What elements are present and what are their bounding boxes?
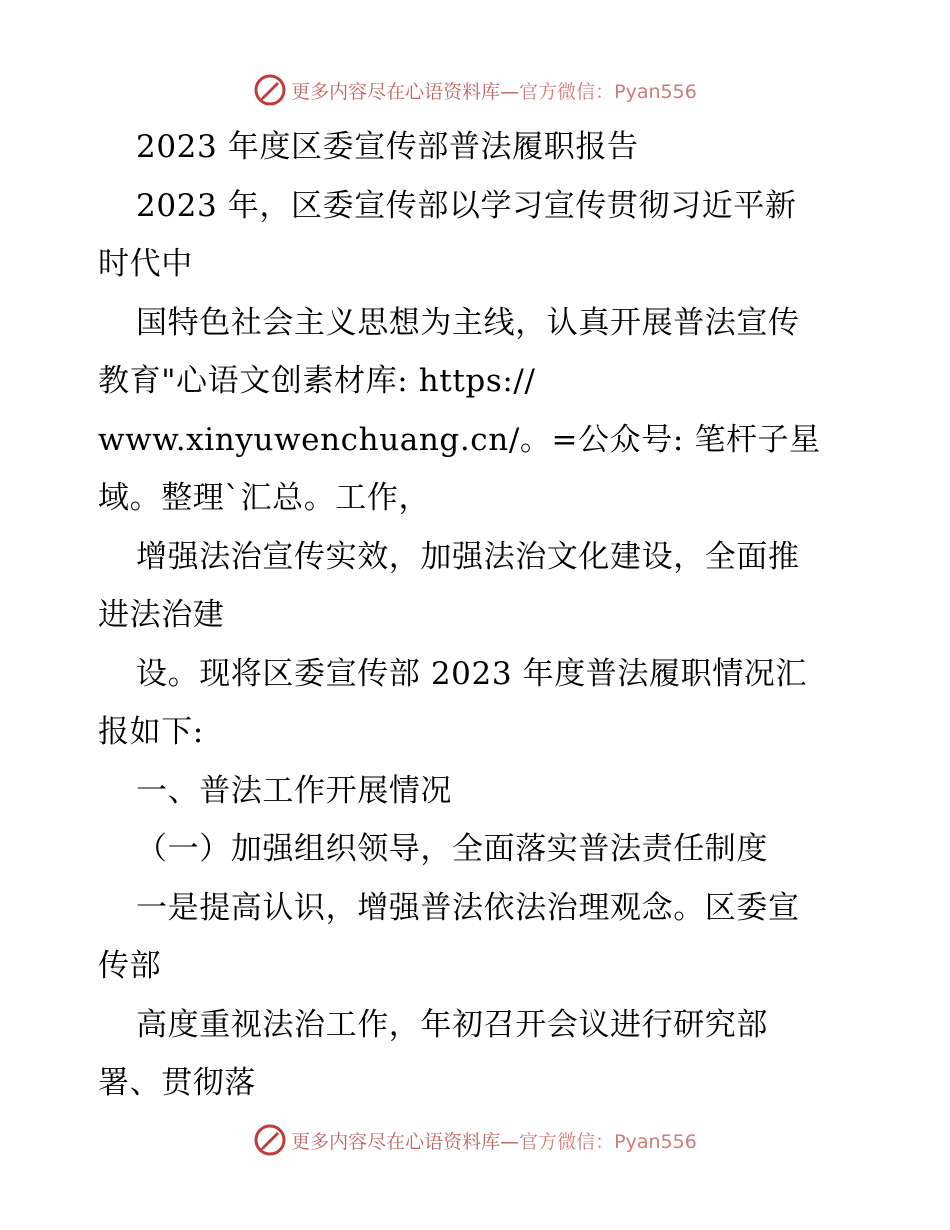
document-line: （一）加强组织领导，全面落实普法责任制度 [136,831,768,867]
document-line: 传部 [98,948,162,984]
document-line: 2023 年度区委宣传部普法履职报告 [136,129,639,165]
watermark-text: 更多内容尽在心语资料库—官方微信：Pyan556 [291,1130,697,1153]
document-line: 时代中 [98,246,193,282]
document-line: 2023 年，区委宣传部以学习宣传贯彻习近平新 [136,187,797,224]
document-line: 高度重视法治工作，年初召开会议进行研究部 [136,1006,768,1043]
document-line: 教育"心语文创素材库: https:// [98,363,536,399]
document-line: 域。整理`汇总。工作， [98,480,431,516]
document-line: 一、普法工作开展情况 [136,772,452,809]
document-line: 设。现将区委宣传部 2023 年度普法履职情况汇 [136,655,807,692]
watermark-banner-bottom [0,1120,950,1160]
document-body [98,118,858,1113]
document-line: 报如下: [98,714,204,750]
document-line: 国特色社会主义思想为主线，认真开展普法宣传 [136,304,800,341]
document-line: 进法治建 [98,597,225,633]
watermark-text: 更多内容尽在心语资料库—官方微信：Pyan556 [291,80,697,103]
watermark-banner-top [0,70,950,110]
red-seal-logo-icon [253,73,287,107]
document-line: www.xinyuwenchuang.cn/。=公众号: 笔杆子星 [98,421,821,458]
red-seal-logo-icon [253,1123,287,1157]
document-line: 增强法治宣传实效，加强法治文化建设，全面推 [136,538,800,575]
document-line: 一是提高认识，增强普法依法治理观念。区委宣 [136,889,800,926]
document-line: 署、贯彻落 [98,1065,256,1101]
